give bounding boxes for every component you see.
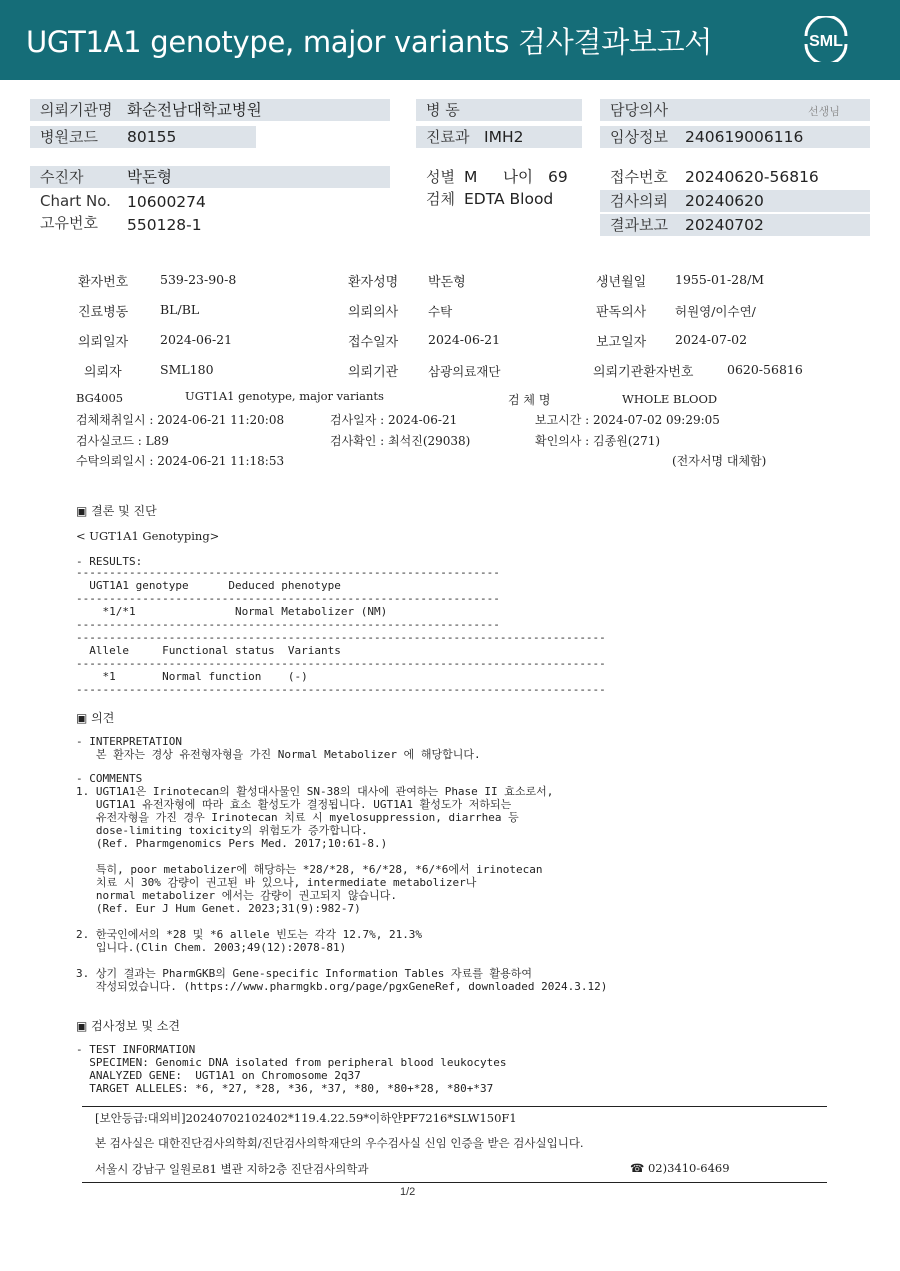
sex-value: M	[464, 168, 478, 186]
footer-top-rule	[82, 1106, 827, 1107]
hospital-code-label: 병원코드	[30, 126, 256, 148]
interpretation-text: - INTERPRETATION 본 환자는 경상 유전형자형을 가진 Normal Metabolizer 에 해당합니다.	[76, 735, 481, 761]
dept-label: 진료과	[416, 126, 582, 148]
request-label: 검사의뢰	[600, 190, 870, 212]
uid-label: 고유번호	[40, 214, 98, 232]
form-value: 2024-06-21	[428, 332, 501, 347]
age-label: 나이	[503, 168, 533, 186]
security-line: [보안등급:대외비]20240702102402*119.4.22.59*이하얀PF7216*SLW150F1	[95, 1111, 517, 1125]
section-test-info: ▣ 검사정보 및 소견	[76, 1019, 180, 1033]
svg-text:SML: SML	[809, 33, 843, 50]
request-value: 20240620	[685, 192, 764, 210]
esign-note: (전자서명 대체함)	[672, 454, 767, 468]
page-number: 1/2	[400, 1186, 416, 1198]
form-value: 박돈형	[428, 275, 466, 290]
receipt-label: 접수번호	[610, 168, 668, 186]
form-label: 환자번호	[78, 275, 129, 290]
clinic-info-label: 임상정보	[600, 126, 870, 148]
dash-line: --------------------------------------------------------------------------------	[76, 631, 606, 644]
allele-table-row: *1 Normal function (-)	[76, 670, 308, 683]
form-label: 의뢰자	[84, 365, 122, 380]
form-label: 환자성명	[348, 275, 399, 290]
doctor-suffix: 선생님	[808, 105, 840, 118]
form-label: 판독의사	[596, 305, 647, 320]
test-confirm: 검사확인 : 최석진(29038)	[330, 434, 471, 448]
dash-line: ----------------------------------------------------------------	[76, 566, 500, 579]
dash-line: --------------------------------------------------------------------------------	[76, 683, 606, 696]
receipt-value: 20240620-56816	[685, 168, 819, 186]
address-line: 서울시 강남구 일원로81 별관 지하2층 진단검사의학과	[95, 1162, 369, 1176]
form-value: 0620-56816	[727, 362, 803, 377]
footer-bottom-rule	[82, 1182, 827, 1183]
report-label: 결과보고	[600, 214, 870, 236]
chart-label: Chart No.	[40, 192, 111, 210]
form-value: SML180	[160, 362, 214, 377]
patient-label: 수진자	[30, 166, 390, 188]
genotyping-title: < UGT1A1 Genotyping>	[76, 529, 220, 543]
uid-value: 550128-1	[127, 216, 202, 234]
form-value: 1955-01-28/M	[675, 272, 765, 287]
form-value: BL/BL	[160, 302, 200, 317]
report-title: UGT1A1 genotype, major variants 검사결과보고서	[26, 25, 713, 59]
section-conclusion: ▣ 결론 및 진단	[76, 504, 157, 518]
order-time: 수탁의뢰일시 : 2024-06-21 11:18:53	[76, 454, 285, 468]
dash-line: ----------------------------------------------------------------	[76, 592, 500, 605]
form-label: 의뢰기관환자번호	[593, 365, 694, 380]
ward-label: 병 동	[416, 99, 582, 121]
test-name: UGT1A1 genotype, major variants	[185, 389, 384, 403]
form-label: 보고일자	[596, 335, 647, 350]
hospital-code-value: 80155	[127, 128, 177, 146]
section-opinion: ▣ 의견	[76, 711, 115, 725]
institution-value: 화순전남대학교병원	[127, 101, 262, 119]
sex-label: 성별	[426, 168, 455, 186]
allele-table-header: Allele Functional status Variants	[76, 644, 341, 657]
form-value: 539-23-90-8	[160, 272, 237, 287]
test-code: BG4005	[76, 391, 124, 405]
test-information-text: - TEST INFORMATION SPECIMEN: Genomic DNA isolated from peripheral blood leukocytes ANALYZED GENE: UGT1A1 on Chromosome 2q37 TARGET ALLELES: *6, *27, *28, *36, *37, *80, *80+*28, *80+*37	[76, 1043, 507, 1095]
sml-logo	[800, 16, 852, 62]
specimen-label: 검체	[426, 190, 455, 208]
specimen-name-value: WHOLE BLOOD	[622, 392, 718, 406]
form-label: 의뢰의사	[348, 305, 399, 320]
form-label: 생년월일	[596, 275, 647, 290]
institution-label: 의뢰기관명	[30, 99, 390, 121]
form-label: 접수일자	[348, 335, 399, 350]
specimen-value: EDTA Blood	[464, 190, 554, 208]
comments-text: - COMMENTS 1. UGT1A1은 Irinotecan의 활성대사물인 SN-38의 대사에 관여하는 Phase II 효소로서, UGT1A1 유전자형에 따라 효소 활성도가 결정됩니다. UGT1A1 활성도가 저하되는 유전자형을 가진 경우 Irinotecan 치료 시 myelosuppression, diarrhea 등 dose-limiting toxicity의 위험도가 증가합니다. (Ref. Pharmgenomics Pers Med. 2017;10:61-8.) 특히, poor metabolizer에 해당하는 *28/*28, *6/*28, *6/*6에서 irinotecan 치료 시 30% 감량이 권고된 바 있으나, intermediate metabolizer나 normal metabolizer 에서는 감량이 권고되지 않습니다. (Ref. Eur J Hum Genet. 2023;31(9):982-7) 2. 한국인에서의 *28 및 *6 allele 빈도는 각각 12.7%, 21.3% 입니다.(Clin Chem. 2003;49(12):2078-81) 3. 상기 결과는 PharmGKB의 Gene-specific Information Tables 자료를 활용하여 작성되었습니다. (https://www.pharmgkb.org/page/pgxGeneRef, downloaded 2024.3.12)	[76, 772, 608, 993]
test-date: 검사일자 : 2024-06-21	[330, 413, 458, 427]
collect-time: 검체채취일시 : 2024-06-21 11:20:08	[76, 413, 285, 427]
form-label: 의뢰일자	[78, 335, 129, 350]
form-value: 2024-07-02	[675, 332, 748, 347]
certification-line: 본 검사실은 대한진단검사의학회/진단검사의학재단의 우수검사실 신임 인증을 받은 검사실입니다.	[95, 1136, 584, 1150]
report-header	[0, 0, 900, 80]
dept-value: IMH2	[484, 128, 524, 146]
confirm-doctor: 확인의사 : 김종원(271)	[535, 434, 661, 448]
form-value: 2024-06-21	[160, 332, 233, 347]
clinic-info-value: 240619006116	[685, 128, 804, 146]
form-label: 의뢰기관	[348, 365, 399, 380]
report-time: 보고시간 : 2024-07-02 09:29:05	[535, 413, 720, 427]
form-value: 허원영/이수연/	[675, 304, 756, 319]
results-label: - RESULTS:	[76, 555, 143, 568]
report-value: 20240702	[685, 216, 764, 234]
form-value: 수탁	[428, 304, 453, 319]
form-value: 삼광의료재단	[428, 364, 501, 379]
age-value: 69	[548, 168, 568, 186]
form-label: 진료병동	[78, 305, 129, 320]
doctor-label: 담당의사	[600, 99, 870, 121]
genotype-table-row: *1/*1 Normal Metabolizer (NM)	[76, 605, 388, 618]
patient-value: 박돈형	[127, 168, 172, 186]
chart-value: 10600274	[127, 193, 206, 211]
phone-line: ☎ 02)3410-6469	[630, 1161, 730, 1175]
genotype-table-header: UGT1A1 genotype Deduced phenotype	[76, 579, 341, 592]
specimen-name-label: 검 체 명	[508, 393, 551, 407]
lab-code: 검사실코드 : L89	[76, 434, 169, 448]
dash-line: --------------------------------------------------------------------------------	[76, 657, 606, 670]
dash-line: ----------------------------------------------------------------	[76, 618, 500, 631]
